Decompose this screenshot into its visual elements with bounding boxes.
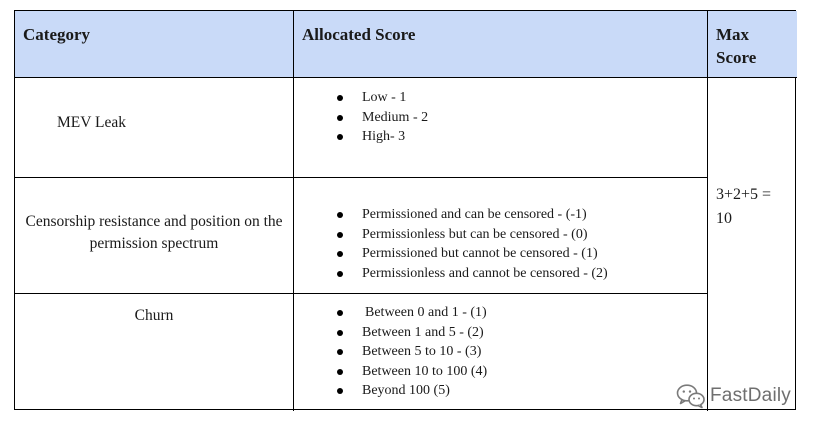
list-item: Medium - 2 [294,108,707,128]
list-item: Permissionless and cannot be censored - (2) [294,264,707,284]
category-mev-leak: MEV Leak [15,78,294,178]
censorship-list [294,205,707,283]
list-item: Between 5 to 10 - (3) [294,342,707,362]
list-item: Permissioned but cannot be censored - (1) [294,244,707,264]
list-item: Between 1 and 5 - (2) [294,323,707,343]
list-item: Permissionless but can be censored - (0) [294,225,707,245]
watermark [676,383,791,409]
header-max-line2: Score [716,48,757,67]
mev-leak-list [294,88,707,147]
list-item: High- 3 [294,127,707,147]
category-censorship: Censorship resistance and position on the permission spectrum [15,178,294,294]
scoring-table [14,10,796,410]
header-category: Category [15,11,294,78]
max-score-total: 10 [716,210,732,227]
allocated-censorship [294,178,708,294]
list-item: Low - 1 [294,88,707,108]
header-allocated-score: Allocated Score [294,11,708,78]
allocated-churn [294,294,708,411]
wechat-icon [676,383,706,409]
list-item: Between 0 and 1 - (1) [294,303,707,323]
header-max-score [708,11,797,78]
list-item: Beyond 100 (5) [294,381,707,401]
max-score-formula: 3+2+5 = [716,186,772,203]
max-score-cell [708,78,797,411]
list-item: Between 10 to 100 (4) [294,362,707,382]
list-item: Permissioned and can be censored - (-1) [294,205,707,225]
churn-list [294,303,707,401]
header-max-line1: Max [716,25,750,44]
watermark-text: FastDaily [710,385,791,406]
allocated-mev-leak [294,78,708,178]
category-churn: Churn [15,294,294,411]
